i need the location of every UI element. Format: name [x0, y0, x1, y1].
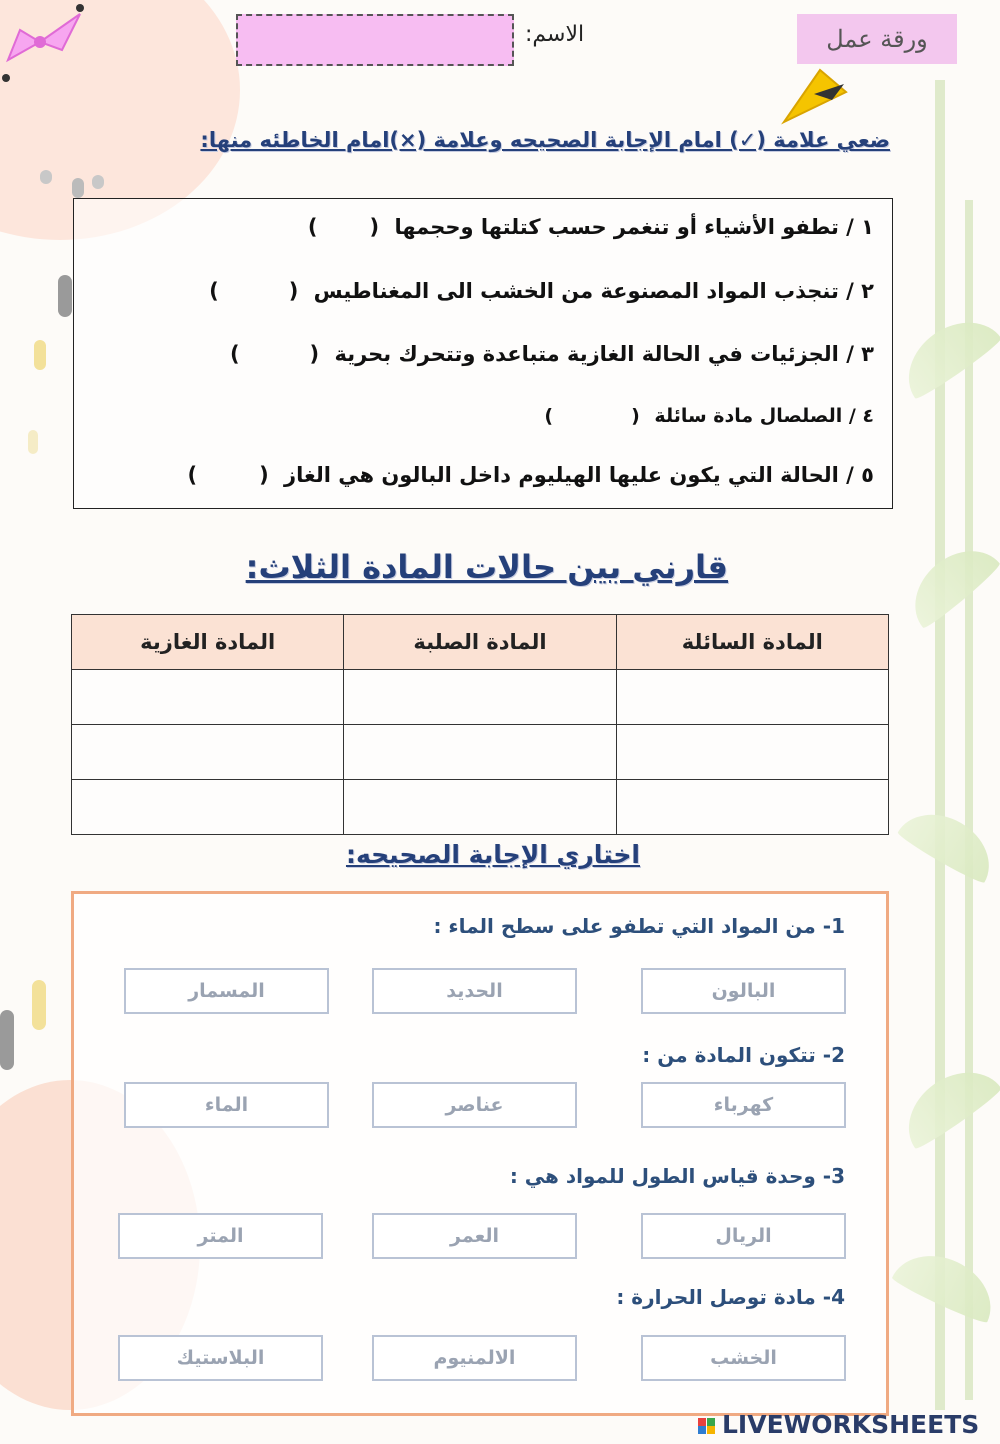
option-button[interactable]: البلاستيك [118, 1335, 323, 1381]
bow-icon [0, 0, 90, 90]
option-button[interactable]: البالون [641, 968, 846, 1014]
tf-item-text: ٥ / الحالة التي يكون عليها الهيليوم داخل البالون هي الغاز [284, 463, 874, 487]
tf-item-text: ٤ / الصلصال مادة سائلة [654, 405, 874, 427]
instruction-heading: ضعي علامة (✓) امام الإجابة الصحيحه وعلامة (×)امام الخاطئه منها: [200, 128, 890, 152]
table-cell[interactable] [72, 780, 344, 835]
option-button[interactable]: العمر [372, 1213, 577, 1259]
brand-text: LIVEWORKSHEETS [722, 1410, 980, 1439]
option-button[interactable]: كهرباء [641, 1082, 846, 1128]
table-cell[interactable] [72, 725, 344, 780]
name-label: الاسم: [525, 22, 585, 47]
tf-item [209, 279, 874, 303]
worksheet-tag: ورقة عمل [797, 14, 957, 64]
name-input[interactable] [236, 14, 514, 66]
table-cell[interactable] [344, 725, 616, 780]
tf-item [308, 215, 874, 239]
table-cell[interactable] [616, 725, 888, 780]
table-row [72, 780, 889, 835]
table-row [72, 670, 889, 725]
question-4: 4- مادة توصل الحرارة : [616, 1285, 845, 1309]
option-button[interactable]: الخشب [641, 1335, 846, 1381]
table-cell[interactable] [344, 780, 616, 835]
answer-slot[interactable]: () [187, 463, 269, 487]
option-button[interactable]: الماء [124, 1082, 329, 1128]
question-3: 3- وحدة قياس الطول للمواد هي : [509, 1164, 845, 1188]
table-row [72, 725, 889, 780]
answer-slot[interactable]: () [209, 279, 299, 303]
compare-table [71, 614, 889, 835]
mcq-heading: اختاري الإجابة الصحيحه: [345, 840, 640, 869]
tf-item [187, 463, 874, 487]
option-button[interactable]: المتر [118, 1213, 323, 1259]
column-header: المادة الغازية [72, 615, 344, 670]
column-header: المادة السائلة [616, 615, 888, 670]
option-button[interactable]: المسمار [124, 968, 329, 1014]
option-button[interactable]: عناصر [372, 1082, 577, 1128]
question-1: 1- من المواد التي تطفو على سطح الماء : [433, 914, 845, 938]
answer-slot[interactable]: () [544, 405, 640, 427]
logo-icon [698, 1418, 722, 1434]
table-cell[interactable] [72, 670, 344, 725]
table-cell[interactable] [344, 670, 616, 725]
table-cell[interactable] [616, 780, 888, 835]
answer-slot[interactable]: () [229, 342, 320, 366]
tf-item-text: ١ / تطفو الأشياء أو تنغمر حسب كتلتها وحجمها [394, 215, 874, 239]
answer-slot[interactable]: () [307, 215, 380, 239]
tf-item-text: ٢ / تنجذب المواد المصنوعة من الخشب الى المغناطيس [313, 279, 874, 303]
liveworksheets-logo [698, 1410, 979, 1440]
question-2: 2- تتكون المادة من : [642, 1043, 845, 1067]
option-button[interactable]: الحديد [372, 968, 577, 1014]
compare-heading: قارني بين حالات المادة الثلاث: [245, 548, 728, 586]
option-button[interactable]: الالمنيوم [372, 1335, 577, 1381]
option-button[interactable]: الريال [641, 1213, 846, 1259]
tf-item [544, 405, 874, 427]
tf-item-text: ٣ / الجزئيات في الحالة الغازية متباعدة وتتحرك بحرية [334, 342, 874, 366]
tf-item [230, 342, 874, 366]
pencil-icon [780, 64, 850, 128]
true-false-box [73, 198, 893, 509]
column-header: المادة الصلبة [344, 615, 616, 670]
table-cell[interactable] [616, 670, 888, 725]
table-header-row [72, 615, 889, 670]
